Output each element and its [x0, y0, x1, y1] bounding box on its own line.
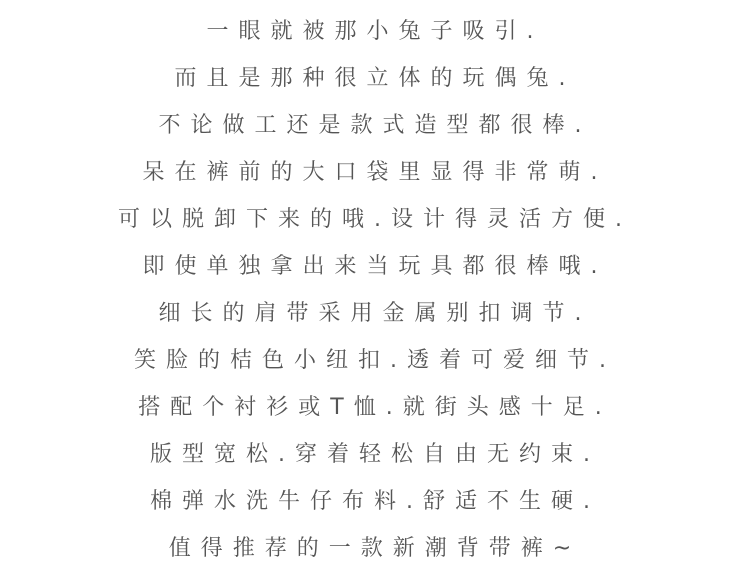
text-line-11: 棉弹水洗牛仔布料.舒适不生硬. — [150, 489, 600, 514]
text-line-3: 不论做工还是款式造型都很棒. — [158, 113, 592, 138]
text-line-10: 版型宽松.穿着轻松自由无约束. — [150, 442, 600, 467]
text-line-5: 可以脱卸下来的哦.设计得灵活方便. — [118, 207, 632, 232]
text-line-9: 搭配个衬衫或T恤.就街头感十足. — [138, 395, 612, 420]
description-text-block — [0, 12, 750, 576]
text-line-8: 笑脸的桔色小纽扣.透着可爱细节. — [134, 348, 616, 373]
text-line-6: 即使单独拿出来当玩具都很棒哦. — [142, 254, 608, 279]
text-line-1: 一眼就被那小兔子吸引. — [206, 19, 544, 44]
text-line-4: 呆在裤前的大口袋里显得非常萌. — [142, 160, 608, 185]
text-line-7: 细长的肩带采用金属别扣调节. — [158, 301, 592, 326]
text-line-2: 而且是那种很立体的玩偶兔. — [174, 66, 576, 91]
text-line-12: 值得推荐的一款新潮背带裤~ — [168, 536, 582, 561]
